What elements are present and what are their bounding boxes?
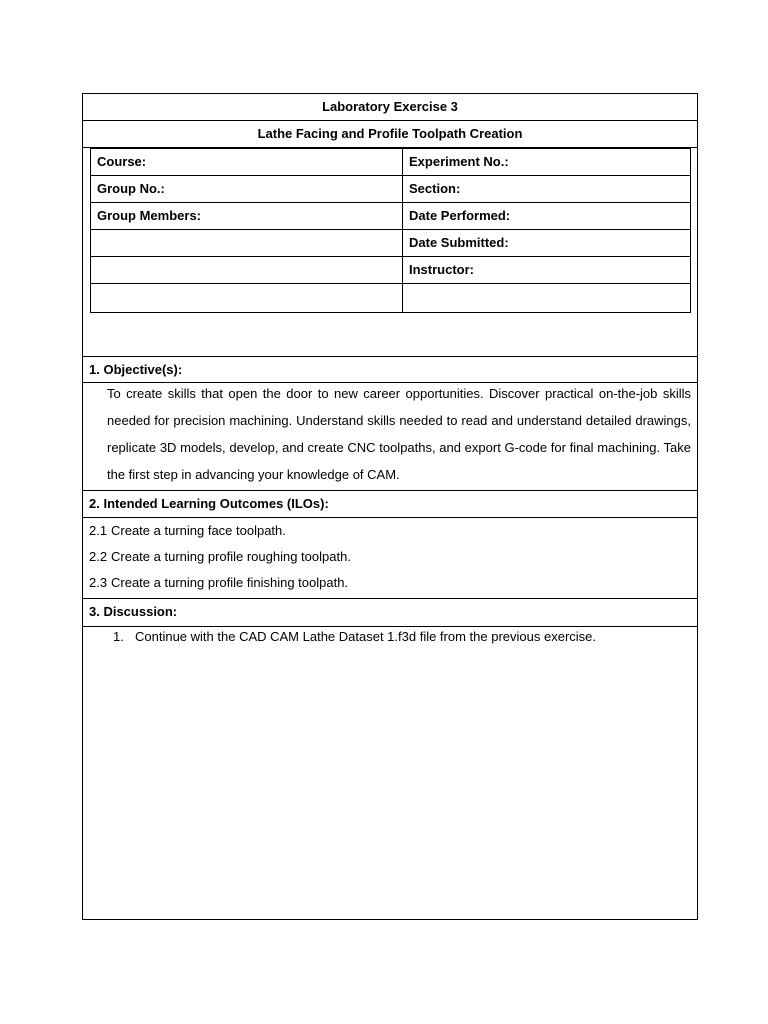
info-row bbox=[91, 230, 690, 257]
info-row bbox=[91, 203, 690, 230]
discussion-heading: 3. Discussion: bbox=[83, 598, 697, 627]
info-cell-group-members: Group Members: bbox=[91, 203, 403, 229]
info-cell-instructor: Instructor: bbox=[409, 262, 474, 277]
info-cell-date-submitted: Date Submitted: bbox=[409, 235, 509, 250]
discussion-list bbox=[83, 627, 697, 647]
info-row bbox=[91, 257, 690, 284]
info-cell-date-performed: Date Performed: bbox=[409, 208, 511, 223]
info-cell-blank bbox=[91, 257, 403, 283]
info-cell-blank bbox=[91, 230, 403, 256]
objective-text: To create skills that open the door to new career opportunities. Discover practical on-the-job skills needed for precision machining. Understand skills needed to read and understand detailed drawings, replicate 3D models, develop, and create CNC toolpaths, and export G-code for final machining. Take the first step in advancing your knowledge of CAM. bbox=[107, 386, 691, 482]
info-cell-experiment-no: Experiment No.: bbox=[409, 154, 509, 169]
info-cell-blank bbox=[91, 284, 403, 312]
info-table bbox=[90, 148, 691, 313]
list-item: 2.3 Create a turning profile finishing toolpath. bbox=[89, 575, 349, 590]
info-row bbox=[91, 176, 690, 203]
ilos-heading: 2. Intended Learning Outcomes (ILOs): bbox=[83, 490, 697, 518]
list-item: 1. Continue with the CAD CAM Lathe Dataset 1.f3d file from the previous exercise. bbox=[113, 629, 596, 644]
info-cell-blank bbox=[403, 284, 690, 312]
info-cell-section: Section: bbox=[409, 181, 461, 196]
ilos-list bbox=[83, 518, 697, 598]
info-cell-course: Course: bbox=[91, 149, 403, 175]
form-title: Laboratory Exercise 3 bbox=[83, 94, 697, 121]
list-item: 2.2 Create a turning profile roughing toolpath. bbox=[89, 549, 351, 564]
form-subtitle: Lathe Facing and Profile Toolpath Creation bbox=[83, 121, 697, 148]
list-item: 2.1 Create a turning face toolpath. bbox=[89, 523, 286, 538]
info-row bbox=[91, 149, 690, 176]
objective-heading: 1. Objective(s): bbox=[83, 356, 697, 383]
info-row bbox=[91, 284, 690, 312]
lab-form bbox=[82, 93, 698, 920]
info-cell-group-no: Group No.: bbox=[91, 176, 403, 202]
